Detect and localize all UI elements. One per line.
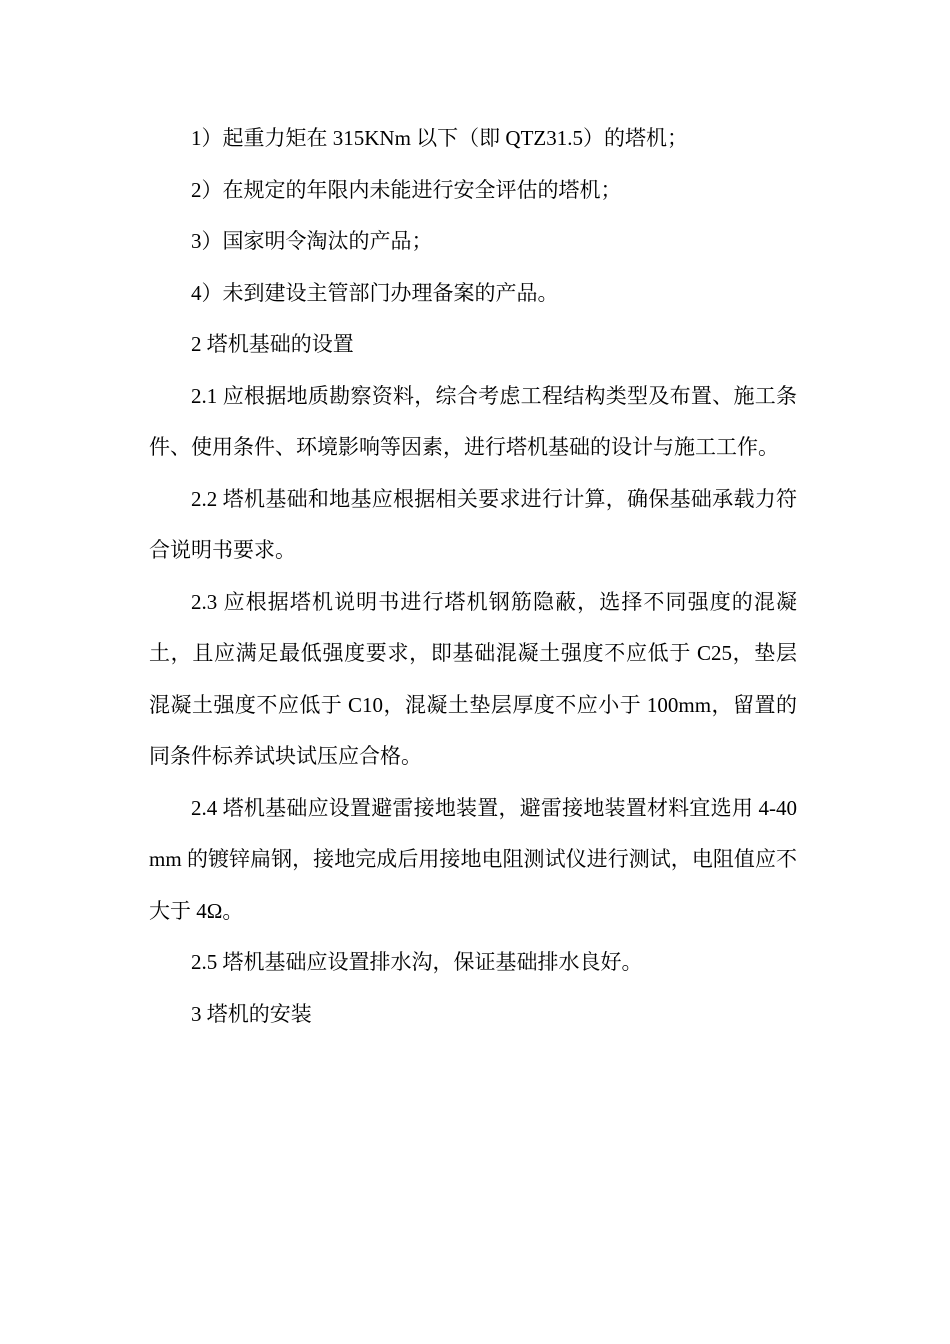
paragraph-2-1: 2.1 应根据地质勘察资料，综合考虑工程结构类型及布置、施工条件、使用条件、环境影响等因素，进行塔机基础的设计与施工工作。 <box>149 383 797 459</box>
paragraph-2-5: 2.5 塔机基础应设置排水沟，保证基础排水良好。 <box>191 950 643 974</box>
paragraph-2-3: 2.3 应根据塔机说明书进行塔机钢筋隐蔽，选择不同强度的混凝土，且应满足最低强度要求，即基础混凝土强度不应低于 C25，垫层混凝土强度不应低于 C10，混凝土垫层厚度不应小于 100mm，留置的同条件标养试块试压应合格。 <box>149 589 797 768</box>
document-body <box>149 113 797 1040</box>
list-item-1: 1）起重力矩在 315KNm 以下（即 QTZ31.5）的塔机； <box>191 126 688 150</box>
list-item-2: 2）在规定的年限内未能进行安全评估的塔机； <box>191 177 622 202</box>
paragraph-2-2: 2.2 塔机基础和地基应根据相关要求进行计算，确保基础承载力符合说明书要求。 <box>149 486 797 562</box>
paragraph-2-4: 2.4 塔机基础应设置避雷接地装置，避雷接地装置材料宜选用 4-40mm 的镀锌扁钢，接地完成后用接地电阻测试仪进行测试，电阻值应不大于 4Ω。 <box>149 795 797 923</box>
section-heading-3: 3 塔机的安装 <box>191 1001 312 1026</box>
list-item-4: 4）未到建设主管部门办理备案的产品。 <box>191 280 559 305</box>
section-heading-2: 2 塔机基础的设置 <box>191 332 354 356</box>
list-item-3: 3）国家明令淘汰的产品； <box>191 229 433 253</box>
